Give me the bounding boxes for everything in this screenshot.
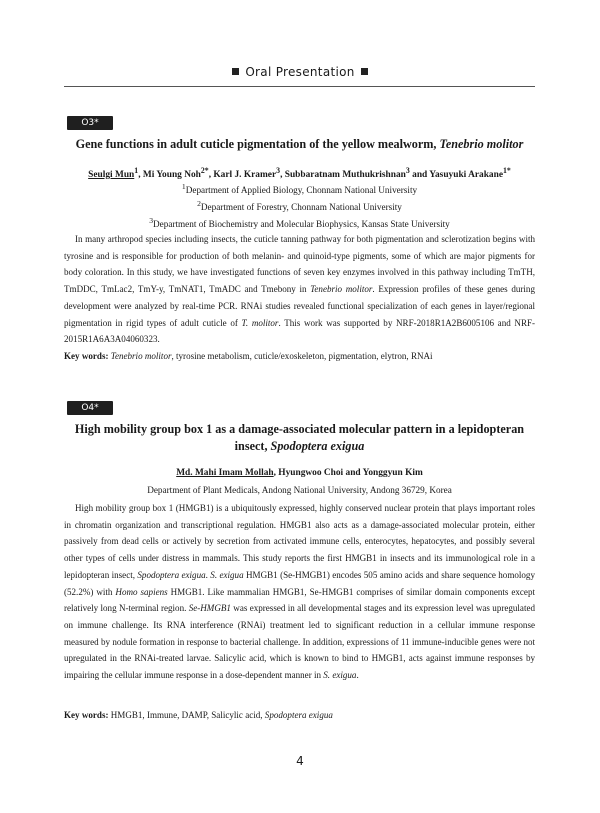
- text-run: HMGB1 (Se-HMGB1) encodes 505 amino acids and share sequence homology (52.2%) with: [64, 569, 535, 597]
- text-run: 3: [405, 166, 410, 175]
- presenter-name: Seulgi Mun: [88, 170, 135, 181]
- section-title: Oral Presentation: [245, 65, 355, 79]
- keywords-label: Key words:: [64, 710, 111, 720]
- keywords: [64, 349, 535, 363]
- square-bullet-icon: [361, 68, 368, 75]
- abstract-code-badge: O3*: [67, 116, 113, 130]
- abstract-body: [64, 231, 535, 348]
- text-run: . Expression profiles of these genes during development were analyzed by real-time PCR. RNAi studies revealed functional specialization of each genes in layer/regional pigmentation in rigid types of adult cuticle of: [64, 284, 535, 328]
- text-run: , tyrosine metabolism, cuticle/exoskeleton, pigmentation, elytron, RNAi: [171, 351, 433, 361]
- text-run: In many arthropod species including insects, the cuticle tanning pathway for both pigmentation and sclerotization begins with tyrosine and is responsible for production of both melanin- and quinoid-type pigments, some of which are major pigments for body coloration. In this study, we have investigated functions of seven key enzymes involved in this pathway including TmTH, TmDDC, TmLac2, TmY-y, TmNAT1, TmADC and Tmebony in: [64, 234, 535, 295]
- square-bullet-icon: [232, 68, 239, 75]
- text-run: S. exigua: [210, 569, 244, 580]
- page-number: 4: [296, 754, 304, 768]
- abstract-title: High mobility group box 1 as a damage-associated molecular pattern in a lepidopteran insect, Spodoptera exigua: [74, 422, 525, 453]
- author-list: [64, 467, 535, 479]
- text-run: Spodoptera exigua: [137, 569, 206, 580]
- text-run: Spodoptera exigua: [264, 710, 333, 720]
- text-run: .: [356, 670, 359, 681]
- keywords-label: Key words:: [64, 351, 111, 361]
- text-run: 1*: [503, 166, 511, 175]
- text-run: Se-HMGB1: [188, 603, 231, 614]
- text-run: , Subbaratnam Muthukrishnan: [280, 170, 406, 181]
- affiliation-list: [64, 180, 535, 231]
- text-run: Tenebrio molitor: [110, 351, 172, 361]
- text-run: 3: [276, 166, 281, 175]
- co-authors: , Hyungwoo Choi and Yonggyun Kim: [273, 468, 423, 478]
- text-run: . This work was supported by NRF-2018R1A2B6005106 and NRF-2015R1A6A3A04060323.: [64, 317, 536, 345]
- text-run: and Yasuyuki Arakane: [409, 170, 503, 181]
- affiliation: $^3$Department of Biochemistry and Molecular Biophysics, Kansas State University: [149, 216, 450, 230]
- text-run: S. exigua: [323, 670, 357, 681]
- text-run: Tenebrio molitor: [310, 284, 373, 295]
- affiliation: $^2$Department of Forestry, Chonnam National University: [197, 199, 402, 213]
- header-rule: [64, 86, 535, 87]
- affiliation: $^1$Department of Applied Biology, Chonnam National University: [181, 182, 418, 196]
- co-authors: [138, 166, 511, 181]
- abstract-code-badge: O4*: [67, 401, 113, 415]
- text-run: HMGB1. Like mammalian HMGB1, Se-HMGB1 comprises of similar domain components except relatively long N-terminal region.: [64, 586, 535, 614]
- text-run: , Karl J. Kramer: [208, 170, 277, 181]
- abstract-body: [64, 500, 535, 684]
- text-run: was expressed in all developmental stages and its expression level was upregulated on immune challenge. Its RNA interference (RNAi) treatment led to significant reduction in a cellular immune response measured by nodule formation in response to bacterial challenge. In addition, expressions of 11 immune-inducible genes were not upregulated in the RNAi-treated larvae. Salicylic acid, which is known to bind to HMGB1, acts against immune responses by impairing the cellular immune response in a dose-dependent manner in: [64, 603, 535, 681]
- section-header: [0, 65, 600, 79]
- presenter-name: Md. Mahi Imam Mollah: [176, 468, 274, 478]
- affiliation: Department of Plant Medicals, Andong National University, Andong 36729, Korea: [147, 485, 452, 495]
- text-run: 2*: [200, 166, 209, 175]
- keywords: [64, 708, 535, 722]
- text-run: .: [205, 569, 211, 580]
- text-run: T. molitor: [241, 317, 279, 328]
- text-run: , Mi Young Noh: [138, 170, 201, 181]
- abstract-title: Gene functions in adult cuticle pigmentation of the yellow mealworm, Tenebrio molitor: [75, 137, 524, 151]
- author-list: [64, 165, 535, 181]
- text-run: Homo sapiens: [115, 586, 168, 597]
- text-run: High mobility group box 1 (HMGB1) is a ubiquitously expressed, highly conserved nuclear protein that plays important roles in chromatin organization and transcriptional regulation. HMGB1 also acts as a damage-associated molecular protein, either passively from dead cells or actively by secretion from activated immune cells, enterocytes, hepatocytes, and possibly several other types of cells under distress in mammals. This study reports the first HMGB1 in insects and its immunological role in a lepidopteran insect,: [64, 503, 535, 580]
- affiliation-mark: 1: [134, 166, 139, 175]
- text-run: HMGB1, Immune, DAMP, Salicylic acid,: [110, 710, 265, 720]
